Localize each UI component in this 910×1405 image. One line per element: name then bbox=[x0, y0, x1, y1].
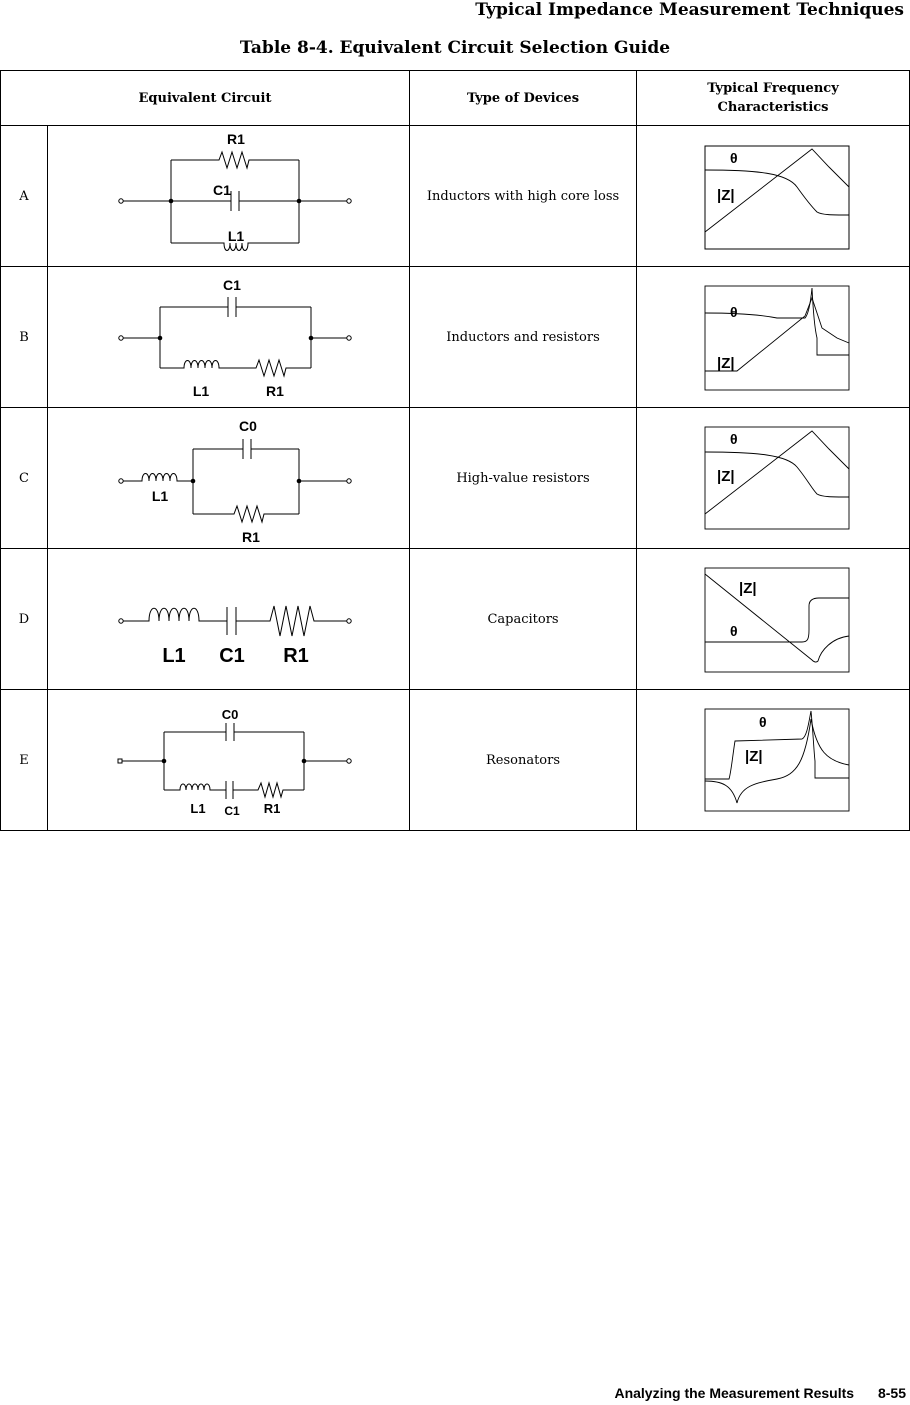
freq-plot-e bbox=[637, 690, 910, 831]
row-letter: C bbox=[1, 408, 48, 549]
equivalent-circuit-table bbox=[0, 70, 910, 831]
circuit-a-diagram bbox=[48, 127, 410, 265]
freq-plot-b bbox=[637, 267, 910, 408]
circuit-c bbox=[48, 408, 410, 549]
device-type: Inductors with high core loss bbox=[410, 126, 637, 267]
label-c0: C0 bbox=[239, 418, 257, 434]
table-row bbox=[1, 408, 910, 549]
column-header-frequency-line2: Characteristics bbox=[717, 100, 829, 115]
plot-label-z: |Z| bbox=[717, 355, 735, 372]
row-letter: E bbox=[1, 690, 48, 831]
plot-label-z: |Z| bbox=[745, 748, 763, 765]
label-c0: C0 bbox=[221, 707, 239, 722]
table-row bbox=[1, 126, 910, 267]
device-type: High-value resistors bbox=[410, 408, 637, 549]
running-head: Typical Impedance Measurement Techniques bbox=[475, 0, 904, 20]
column-header-frequency-line1: Typical Frequency bbox=[707, 81, 839, 96]
circuit-a bbox=[48, 126, 410, 267]
circuit-e-diagram bbox=[48, 691, 410, 829]
freq-plot-e-graph bbox=[637, 691, 910, 829]
freq-plot-b-graph bbox=[637, 268, 910, 406]
page-number: 8-55 bbox=[877, 1385, 906, 1401]
table-row bbox=[1, 549, 910, 690]
column-header-frequency bbox=[637, 71, 910, 126]
label-r1: R1 bbox=[283, 645, 309, 667]
label-r1: R1 bbox=[227, 131, 245, 147]
plot-label-theta: θ bbox=[730, 431, 738, 447]
label-c1: C1 bbox=[219, 645, 245, 667]
circuit-b-diagram bbox=[48, 268, 410, 406]
freq-plot-d bbox=[637, 549, 910, 690]
label-l1: L1 bbox=[162, 645, 186, 667]
label-r1: R1 bbox=[266, 383, 284, 399]
label-c1: C1 bbox=[213, 182, 231, 198]
row-letter: A bbox=[1, 126, 48, 267]
freq-plot-a-graph bbox=[637, 127, 910, 265]
freq-plot-a bbox=[637, 126, 910, 267]
circuit-e bbox=[48, 690, 410, 831]
device-type: Resonators bbox=[410, 690, 637, 831]
freq-plot-c-graph bbox=[637, 409, 910, 547]
label-l1: L1 bbox=[190, 801, 206, 816]
circuit-c-diagram bbox=[48, 409, 410, 547]
circuit-d bbox=[48, 549, 410, 690]
label-r1: R1 bbox=[263, 801, 281, 816]
label-c1: C1 bbox=[223, 277, 241, 293]
plot-label-theta: θ bbox=[730, 150, 738, 166]
plot-label-z: |Z| bbox=[717, 187, 735, 204]
label-r1: R1 bbox=[242, 529, 260, 545]
label-l1: L1 bbox=[151, 488, 169, 504]
header-row bbox=[1, 71, 910, 126]
plot-label-z: |Z| bbox=[739, 580, 757, 597]
row-letter: B bbox=[1, 267, 48, 408]
freq-plot-c bbox=[637, 408, 910, 549]
freq-plot-d-graph bbox=[637, 550, 910, 688]
table-caption: Table 8-4. Equivalent Circuit Selection Guide bbox=[239, 38, 671, 58]
row-letter: D bbox=[1, 549, 48, 690]
table-row bbox=[1, 690, 910, 831]
plot-label-theta: θ bbox=[730, 304, 738, 320]
device-type: Inductors and resistors bbox=[410, 267, 637, 408]
page-footer bbox=[614, 1385, 906, 1401]
plot-label-theta: θ bbox=[759, 714, 767, 730]
circuit-b bbox=[48, 267, 410, 408]
table-row bbox=[1, 267, 910, 408]
device-type: Capacitors bbox=[410, 549, 637, 690]
label-l1: L1 bbox=[227, 228, 245, 244]
label-l1: L1 bbox=[192, 383, 210, 399]
plot-label-theta: θ bbox=[730, 623, 738, 639]
label-c1: C1 bbox=[224, 804, 240, 818]
plot-label-z: |Z| bbox=[717, 468, 735, 485]
footer-section: Analyzing the Measurement Results bbox=[614, 1385, 855, 1401]
column-header-circuit: Equivalent Circuit bbox=[1, 71, 410, 126]
circuit-d-diagram bbox=[48, 550, 410, 688]
column-header-devices: Type of Devices bbox=[410, 71, 637, 126]
